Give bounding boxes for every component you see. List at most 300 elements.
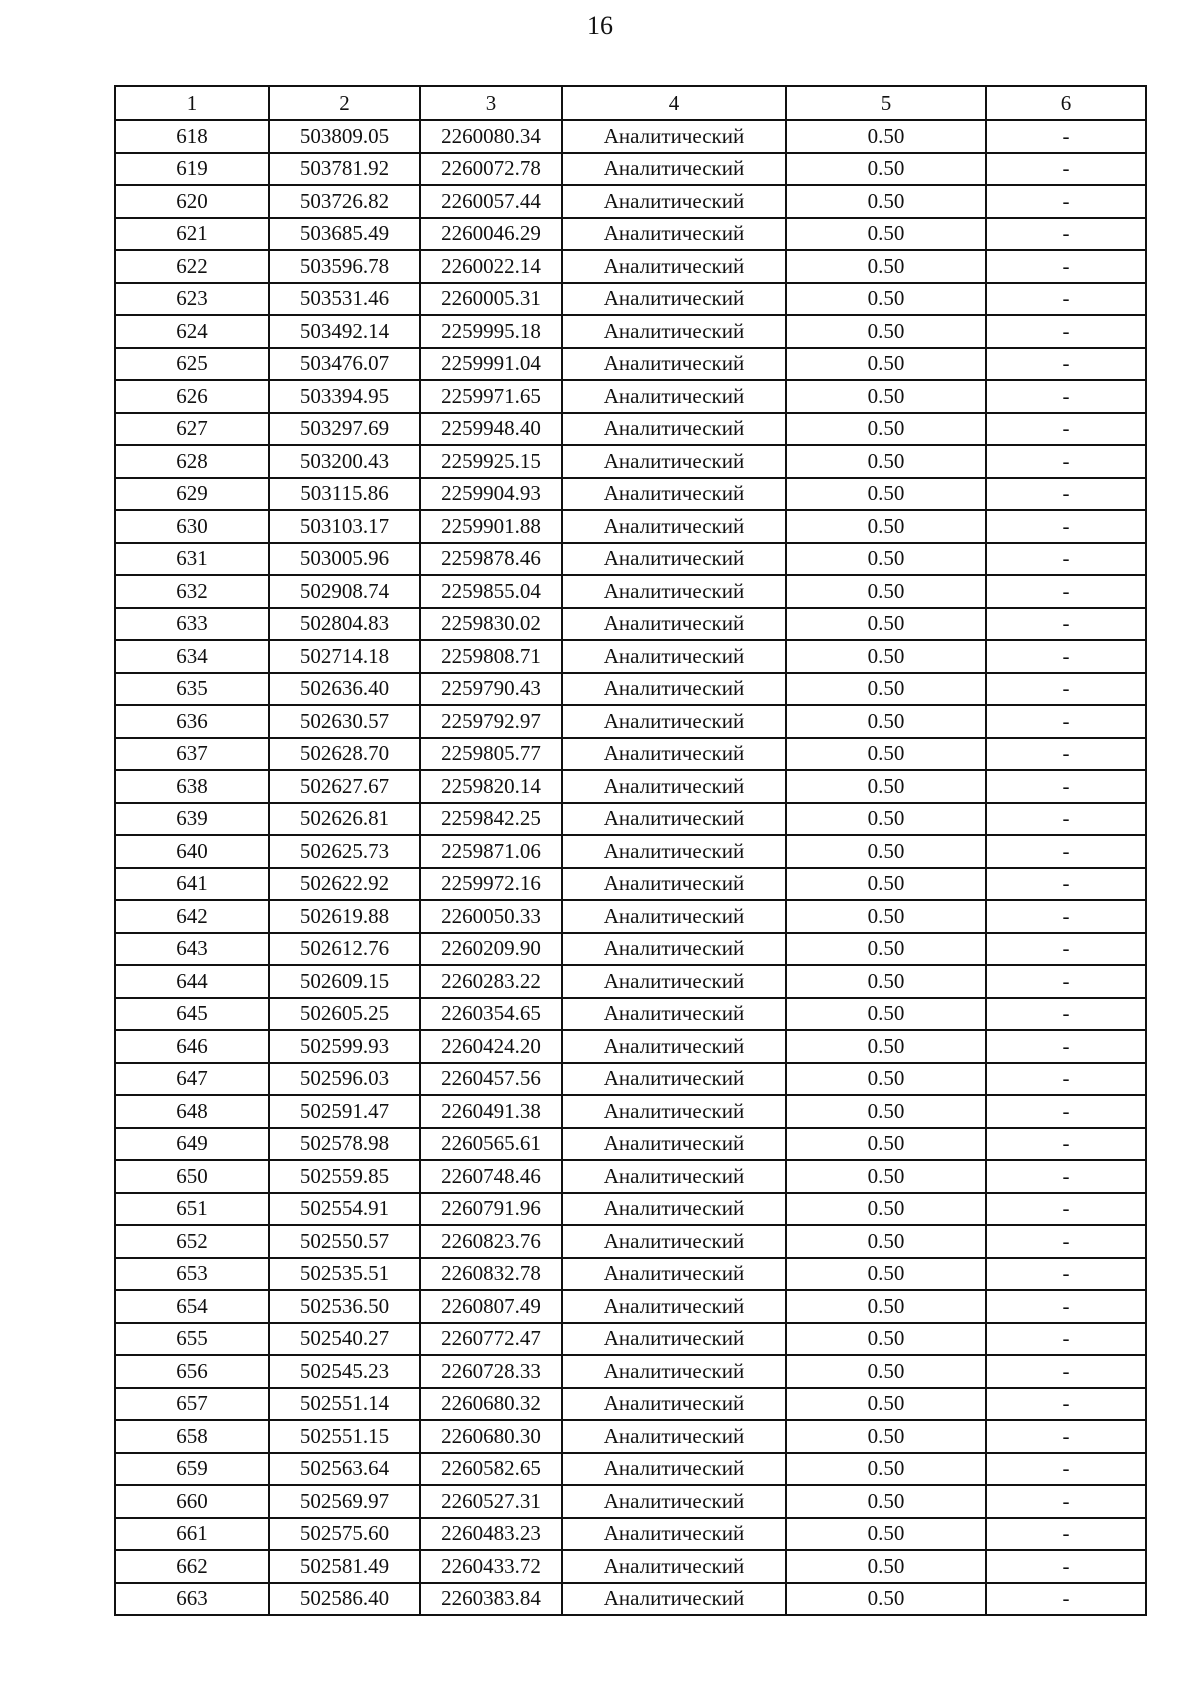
accuracy-cell: 0.50 <box>786 218 986 251</box>
accuracy-cell: 0.50 <box>786 1583 986 1616</box>
y-coordinate-cell: 2260080.34 <box>420 120 562 153</box>
note-cell: - <box>986 835 1146 868</box>
table-row <box>115 1128 1146 1161</box>
y-coordinate-cell: 2260527.31 <box>420 1485 562 1518</box>
table-row <box>115 738 1146 771</box>
y-coordinate-cell: 2260354.65 <box>420 998 562 1031</box>
x-coordinate-cell: 503103.17 <box>269 510 420 543</box>
method-cell: Аналитический <box>562 868 786 901</box>
point-number-cell: 623 <box>115 283 269 316</box>
x-coordinate-cell: 502575.60 <box>269 1518 420 1551</box>
y-coordinate-cell: 2260022.14 <box>420 250 562 283</box>
accuracy-cell: 0.50 <box>786 445 986 478</box>
table-row <box>115 1290 1146 1323</box>
x-coordinate-cell: 503115.86 <box>269 478 420 511</box>
y-coordinate-cell: 2260582.65 <box>420 1453 562 1486</box>
note-cell: - <box>986 315 1146 348</box>
accuracy-cell: 0.50 <box>786 380 986 413</box>
x-coordinate-cell: 502636.40 <box>269 673 420 706</box>
method-cell: Аналитический <box>562 445 786 478</box>
table-row <box>115 218 1146 251</box>
note-cell: - <box>986 348 1146 381</box>
x-coordinate-cell: 502551.14 <box>269 1388 420 1421</box>
note-cell: - <box>986 1388 1146 1421</box>
point-number-cell: 648 <box>115 1095 269 1128</box>
table-row <box>115 640 1146 673</box>
y-coordinate-cell: 2260823.76 <box>420 1225 562 1258</box>
y-coordinate-cell: 2259830.02 <box>420 608 562 641</box>
accuracy-cell: 0.50 <box>786 1485 986 1518</box>
x-coordinate-cell: 502628.70 <box>269 738 420 771</box>
point-number-cell: 632 <box>115 575 269 608</box>
x-coordinate-cell: 502626.81 <box>269 803 420 836</box>
table-row <box>115 1063 1146 1096</box>
table-row <box>115 965 1146 998</box>
y-coordinate-cell: 2260791.96 <box>420 1193 562 1226</box>
table-header <box>115 86 1146 120</box>
x-coordinate-cell: 503809.05 <box>269 120 420 153</box>
table-row <box>115 1193 1146 1226</box>
method-cell: Аналитический <box>562 608 786 641</box>
method-cell: Аналитический <box>562 1258 786 1291</box>
page-number: 16 <box>587 11 613 40</box>
note-cell: - <box>986 965 1146 998</box>
point-number-cell: 649 <box>115 1128 269 1161</box>
x-coordinate-cell: 502535.51 <box>269 1258 420 1291</box>
point-number-cell: 652 <box>115 1225 269 1258</box>
coordinates-table <box>114 85 1147 1616</box>
note-cell: - <box>986 1518 1146 1551</box>
point-number-cell: 634 <box>115 640 269 673</box>
method-cell: Аналитический <box>562 250 786 283</box>
method-cell: Аналитический <box>562 640 786 673</box>
method-cell: Аналитический <box>562 1030 786 1063</box>
accuracy-cell: 0.50 <box>786 1290 986 1323</box>
table-row <box>115 998 1146 1031</box>
y-coordinate-cell: 2260005.31 <box>420 283 562 316</box>
note-cell: - <box>986 705 1146 738</box>
accuracy-cell: 0.50 <box>786 120 986 153</box>
method-cell: Аналитический <box>562 1063 786 1096</box>
y-coordinate-cell: 2259790.43 <box>420 673 562 706</box>
y-coordinate-cell: 2260457.56 <box>420 1063 562 1096</box>
y-coordinate-cell: 2260283.22 <box>420 965 562 998</box>
accuracy-cell: 0.50 <box>786 1225 986 1258</box>
y-coordinate-cell: 2260424.20 <box>420 1030 562 1063</box>
y-coordinate-cell: 2260046.29 <box>420 218 562 251</box>
table-row <box>115 900 1146 933</box>
method-cell: Аналитический <box>562 153 786 186</box>
note-cell: - <box>986 1550 1146 1583</box>
x-coordinate-cell: 502578.98 <box>269 1128 420 1161</box>
column-header: 2 <box>269 86 420 120</box>
note-cell: - <box>986 1160 1146 1193</box>
note-cell: - <box>986 575 1146 608</box>
note-cell: - <box>986 1453 1146 1486</box>
point-number-cell: 645 <box>115 998 269 1031</box>
method-cell: Аналитический <box>562 1453 786 1486</box>
y-coordinate-cell: 2260050.33 <box>420 900 562 933</box>
table-row <box>115 575 1146 608</box>
table-row <box>115 380 1146 413</box>
y-coordinate-cell: 2259855.04 <box>420 575 562 608</box>
method-cell: Аналитический <box>562 1128 786 1161</box>
accuracy-cell: 0.50 <box>786 1030 986 1063</box>
note-cell: - <box>986 1095 1146 1128</box>
point-number-cell: 644 <box>115 965 269 998</box>
method-cell: Аналитический <box>562 1420 786 1453</box>
accuracy-cell: 0.50 <box>786 510 986 543</box>
note-cell: - <box>986 153 1146 186</box>
y-coordinate-cell: 2260383.84 <box>420 1583 562 1616</box>
x-coordinate-cell: 502612.76 <box>269 933 420 966</box>
point-number-cell: 659 <box>115 1453 269 1486</box>
column-header: 6 <box>986 86 1146 120</box>
point-number-cell: 653 <box>115 1258 269 1291</box>
table-row <box>115 1030 1146 1063</box>
point-number-cell: 635 <box>115 673 269 706</box>
method-cell: Аналитический <box>562 543 786 576</box>
method-cell: Аналитический <box>562 1225 786 1258</box>
x-coordinate-cell: 502591.47 <box>269 1095 420 1128</box>
accuracy-cell: 0.50 <box>786 803 986 836</box>
method-cell: Аналитический <box>562 933 786 966</box>
point-number-cell: 637 <box>115 738 269 771</box>
note-cell: - <box>986 1420 1146 1453</box>
note-cell: - <box>986 1193 1146 1226</box>
accuracy-cell: 0.50 <box>786 1063 986 1096</box>
accuracy-cell: 0.50 <box>786 1258 986 1291</box>
y-coordinate-cell: 2260491.38 <box>420 1095 562 1128</box>
accuracy-cell: 0.50 <box>786 283 986 316</box>
method-cell: Аналитический <box>562 348 786 381</box>
method-cell: Аналитический <box>562 738 786 771</box>
method-cell: Аналитический <box>562 575 786 608</box>
y-coordinate-cell: 2259991.04 <box>420 348 562 381</box>
note-cell: - <box>986 1355 1146 1388</box>
accuracy-cell: 0.50 <box>786 1095 986 1128</box>
method-cell: Аналитический <box>562 1518 786 1551</box>
y-coordinate-cell: 2259971.65 <box>420 380 562 413</box>
table-row <box>115 770 1146 803</box>
point-number-cell: 663 <box>115 1583 269 1616</box>
x-coordinate-cell: 503492.14 <box>269 315 420 348</box>
method-cell: Аналитический <box>562 1323 786 1356</box>
x-coordinate-cell: 502622.92 <box>269 868 420 901</box>
table-row <box>115 1485 1146 1518</box>
accuracy-cell: 0.50 <box>786 900 986 933</box>
accuracy-cell: 0.50 <box>786 413 986 446</box>
y-coordinate-cell: 2260772.47 <box>420 1323 562 1356</box>
method-cell: Аналитический <box>562 1550 786 1583</box>
table-row <box>115 1420 1146 1453</box>
point-number-cell: 660 <box>115 1485 269 1518</box>
y-coordinate-cell: 2260748.46 <box>420 1160 562 1193</box>
accuracy-cell: 0.50 <box>786 770 986 803</box>
point-number-cell: 627 <box>115 413 269 446</box>
x-coordinate-cell: 502550.57 <box>269 1225 420 1258</box>
method-cell: Аналитический <box>562 1095 786 1128</box>
y-coordinate-cell: 2259995.18 <box>420 315 562 348</box>
note-cell: - <box>986 380 1146 413</box>
accuracy-cell: 0.50 <box>786 153 986 186</box>
point-number-cell: 643 <box>115 933 269 966</box>
note-cell: - <box>986 218 1146 251</box>
x-coordinate-cell: 503781.92 <box>269 153 420 186</box>
table-row <box>115 283 1146 316</box>
accuracy-cell: 0.50 <box>786 1388 986 1421</box>
accuracy-cell: 0.50 <box>786 835 986 868</box>
table-row <box>115 348 1146 381</box>
accuracy-cell: 0.50 <box>786 478 986 511</box>
method-cell: Аналитический <box>562 283 786 316</box>
method-cell: Аналитический <box>562 413 786 446</box>
accuracy-cell: 0.50 <box>786 868 986 901</box>
note-cell: - <box>986 770 1146 803</box>
note-cell: - <box>986 1258 1146 1291</box>
table-row <box>115 153 1146 186</box>
method-cell: Аналитический <box>562 510 786 543</box>
x-coordinate-cell: 503005.96 <box>269 543 420 576</box>
method-cell: Аналитический <box>562 380 786 413</box>
y-coordinate-cell: 2260209.90 <box>420 933 562 966</box>
point-number-cell: 640 <box>115 835 269 868</box>
x-coordinate-cell: 502586.40 <box>269 1583 420 1616</box>
table-row <box>115 933 1146 966</box>
accuracy-cell: 0.50 <box>786 1550 986 1583</box>
table-row <box>115 1583 1146 1616</box>
point-number-cell: 633 <box>115 608 269 641</box>
x-coordinate-cell: 502804.83 <box>269 608 420 641</box>
table-row <box>115 673 1146 706</box>
x-coordinate-cell: 502609.15 <box>269 965 420 998</box>
y-coordinate-cell: 2259808.71 <box>420 640 562 673</box>
table-row <box>115 445 1146 478</box>
table-row <box>115 413 1146 446</box>
x-coordinate-cell: 503297.69 <box>269 413 420 446</box>
table-row <box>115 705 1146 738</box>
accuracy-cell: 0.50 <box>786 705 986 738</box>
y-coordinate-cell: 2259805.77 <box>420 738 562 771</box>
point-number-cell: 642 <box>115 900 269 933</box>
note-cell: - <box>986 608 1146 641</box>
y-coordinate-cell: 2259904.93 <box>420 478 562 511</box>
accuracy-cell: 0.50 <box>786 738 986 771</box>
y-coordinate-cell: 2259972.16 <box>420 868 562 901</box>
note-cell: - <box>986 1485 1146 1518</box>
point-number-cell: 619 <box>115 153 269 186</box>
note-cell: - <box>986 933 1146 966</box>
table-row <box>115 1388 1146 1421</box>
method-cell: Аналитический <box>562 315 786 348</box>
y-coordinate-cell: 2260807.49 <box>420 1290 562 1323</box>
accuracy-cell: 0.50 <box>786 1453 986 1486</box>
note-cell: - <box>986 283 1146 316</box>
table-row <box>115 315 1146 348</box>
note-cell: - <box>986 478 1146 511</box>
note-cell: - <box>986 998 1146 1031</box>
x-coordinate-cell: 502630.57 <box>269 705 420 738</box>
table-row <box>115 1258 1146 1291</box>
method-cell: Аналитический <box>562 185 786 218</box>
x-coordinate-cell: 502551.15 <box>269 1420 420 1453</box>
y-coordinate-cell: 2260565.61 <box>420 1128 562 1161</box>
accuracy-cell: 0.50 <box>786 1420 986 1453</box>
method-cell: Аналитический <box>562 835 786 868</box>
y-coordinate-cell: 2260433.72 <box>420 1550 562 1583</box>
x-coordinate-cell: 503531.46 <box>269 283 420 316</box>
note-cell: - <box>986 185 1146 218</box>
x-coordinate-cell: 503476.07 <box>269 348 420 381</box>
x-coordinate-cell: 502536.50 <box>269 1290 420 1323</box>
accuracy-cell: 0.50 <box>786 998 986 1031</box>
point-number-cell: 629 <box>115 478 269 511</box>
y-coordinate-cell: 2259901.88 <box>420 510 562 543</box>
x-coordinate-cell: 503200.43 <box>269 445 420 478</box>
method-cell: Аналитический <box>562 120 786 153</box>
x-coordinate-cell: 503685.49 <box>269 218 420 251</box>
method-cell: Аналитический <box>562 803 786 836</box>
point-number-cell: 624 <box>115 315 269 348</box>
column-header: 5 <box>786 86 986 120</box>
y-coordinate-cell: 2260832.78 <box>420 1258 562 1291</box>
accuracy-cell: 0.50 <box>786 575 986 608</box>
column-header: 3 <box>420 86 562 120</box>
x-coordinate-cell: 502596.03 <box>269 1063 420 1096</box>
y-coordinate-cell: 2259871.06 <box>420 835 562 868</box>
point-number-cell: 641 <box>115 868 269 901</box>
accuracy-cell: 0.50 <box>786 1323 986 1356</box>
accuracy-cell: 0.50 <box>786 315 986 348</box>
y-coordinate-cell: 2260728.33 <box>420 1355 562 1388</box>
note-cell: - <box>986 1323 1146 1356</box>
table-row <box>115 1323 1146 1356</box>
point-number-cell: 626 <box>115 380 269 413</box>
y-coordinate-cell: 2260483.23 <box>420 1518 562 1551</box>
x-coordinate-cell: 502559.85 <box>269 1160 420 1193</box>
note-cell: - <box>986 543 1146 576</box>
y-coordinate-cell: 2259842.25 <box>420 803 562 836</box>
x-coordinate-cell: 502908.74 <box>269 575 420 608</box>
column-header: 1 <box>115 86 269 120</box>
point-number-cell: 618 <box>115 120 269 153</box>
table-row <box>115 803 1146 836</box>
accuracy-cell: 0.50 <box>786 673 986 706</box>
x-coordinate-cell: 502581.49 <box>269 1550 420 1583</box>
y-coordinate-cell: 2259948.40 <box>420 413 562 446</box>
table-row <box>115 835 1146 868</box>
y-coordinate-cell: 2260072.78 <box>420 153 562 186</box>
accuracy-cell: 0.50 <box>786 965 986 998</box>
x-coordinate-cell: 502599.93 <box>269 1030 420 1063</box>
note-cell: - <box>986 868 1146 901</box>
point-number-cell: 631 <box>115 543 269 576</box>
note-cell: - <box>986 1128 1146 1161</box>
note-cell: - <box>986 640 1146 673</box>
x-coordinate-cell: 502619.88 <box>269 900 420 933</box>
table-row <box>115 1355 1146 1388</box>
x-coordinate-cell: 502545.23 <box>269 1355 420 1388</box>
note-cell: - <box>986 1583 1146 1616</box>
x-coordinate-cell: 502625.73 <box>269 835 420 868</box>
x-coordinate-cell: 502540.27 <box>269 1323 420 1356</box>
table-row <box>115 250 1146 283</box>
point-number-cell: 638 <box>115 770 269 803</box>
point-number-cell: 625 <box>115 348 269 381</box>
x-coordinate-cell: 503596.78 <box>269 250 420 283</box>
table-row <box>115 1095 1146 1128</box>
accuracy-cell: 0.50 <box>786 348 986 381</box>
x-coordinate-cell: 503394.95 <box>269 380 420 413</box>
point-number-cell: 636 <box>115 705 269 738</box>
accuracy-cell: 0.50 <box>786 543 986 576</box>
point-number-cell: 620 <box>115 185 269 218</box>
note-cell: - <box>986 120 1146 153</box>
header-row <box>115 86 1146 120</box>
point-number-cell: 628 <box>115 445 269 478</box>
table-row <box>115 868 1146 901</box>
accuracy-cell: 0.50 <box>786 1193 986 1226</box>
note-cell: - <box>986 1063 1146 1096</box>
table-body <box>115 120 1146 1615</box>
method-cell: Аналитический <box>562 900 786 933</box>
note-cell: - <box>986 445 1146 478</box>
method-cell: Аналитический <box>562 1583 786 1616</box>
x-coordinate-cell: 502569.97 <box>269 1485 420 1518</box>
point-number-cell: 651 <box>115 1193 269 1226</box>
accuracy-cell: 0.50 <box>786 640 986 673</box>
point-number-cell: 654 <box>115 1290 269 1323</box>
point-number-cell: 621 <box>115 218 269 251</box>
table-row <box>115 1453 1146 1486</box>
method-cell: Аналитический <box>562 478 786 511</box>
method-cell: Аналитический <box>562 673 786 706</box>
note-cell: - <box>986 900 1146 933</box>
table-row <box>115 1225 1146 1258</box>
point-number-cell: 662 <box>115 1550 269 1583</box>
x-coordinate-cell: 502627.67 <box>269 770 420 803</box>
note-cell: - <box>986 1030 1146 1063</box>
accuracy-cell: 0.50 <box>786 1518 986 1551</box>
y-coordinate-cell: 2259792.97 <box>420 705 562 738</box>
point-number-cell: 639 <box>115 803 269 836</box>
method-cell: Аналитический <box>562 705 786 738</box>
accuracy-cell: 0.50 <box>786 1160 986 1193</box>
x-coordinate-cell: 502563.64 <box>269 1453 420 1486</box>
note-cell: - <box>986 510 1146 543</box>
method-cell: Аналитический <box>562 1290 786 1323</box>
x-coordinate-cell: 502554.91 <box>269 1193 420 1226</box>
point-number-cell: 661 <box>115 1518 269 1551</box>
method-cell: Аналитический <box>562 1485 786 1518</box>
y-coordinate-cell: 2259925.15 <box>420 445 562 478</box>
point-number-cell: 647 <box>115 1063 269 1096</box>
column-header: 4 <box>562 86 786 120</box>
y-coordinate-cell: 2260057.44 <box>420 185 562 218</box>
note-cell: - <box>986 1290 1146 1323</box>
accuracy-cell: 0.50 <box>786 1128 986 1161</box>
note-cell: - <box>986 803 1146 836</box>
point-number-cell: 630 <box>115 510 269 543</box>
table-row <box>115 185 1146 218</box>
table-row <box>115 608 1146 641</box>
x-coordinate-cell: 502714.18 <box>269 640 420 673</box>
note-cell: - <box>986 413 1146 446</box>
note-cell: - <box>986 1225 1146 1258</box>
method-cell: Аналитический <box>562 770 786 803</box>
table-row <box>115 478 1146 511</box>
table-row <box>115 120 1146 153</box>
